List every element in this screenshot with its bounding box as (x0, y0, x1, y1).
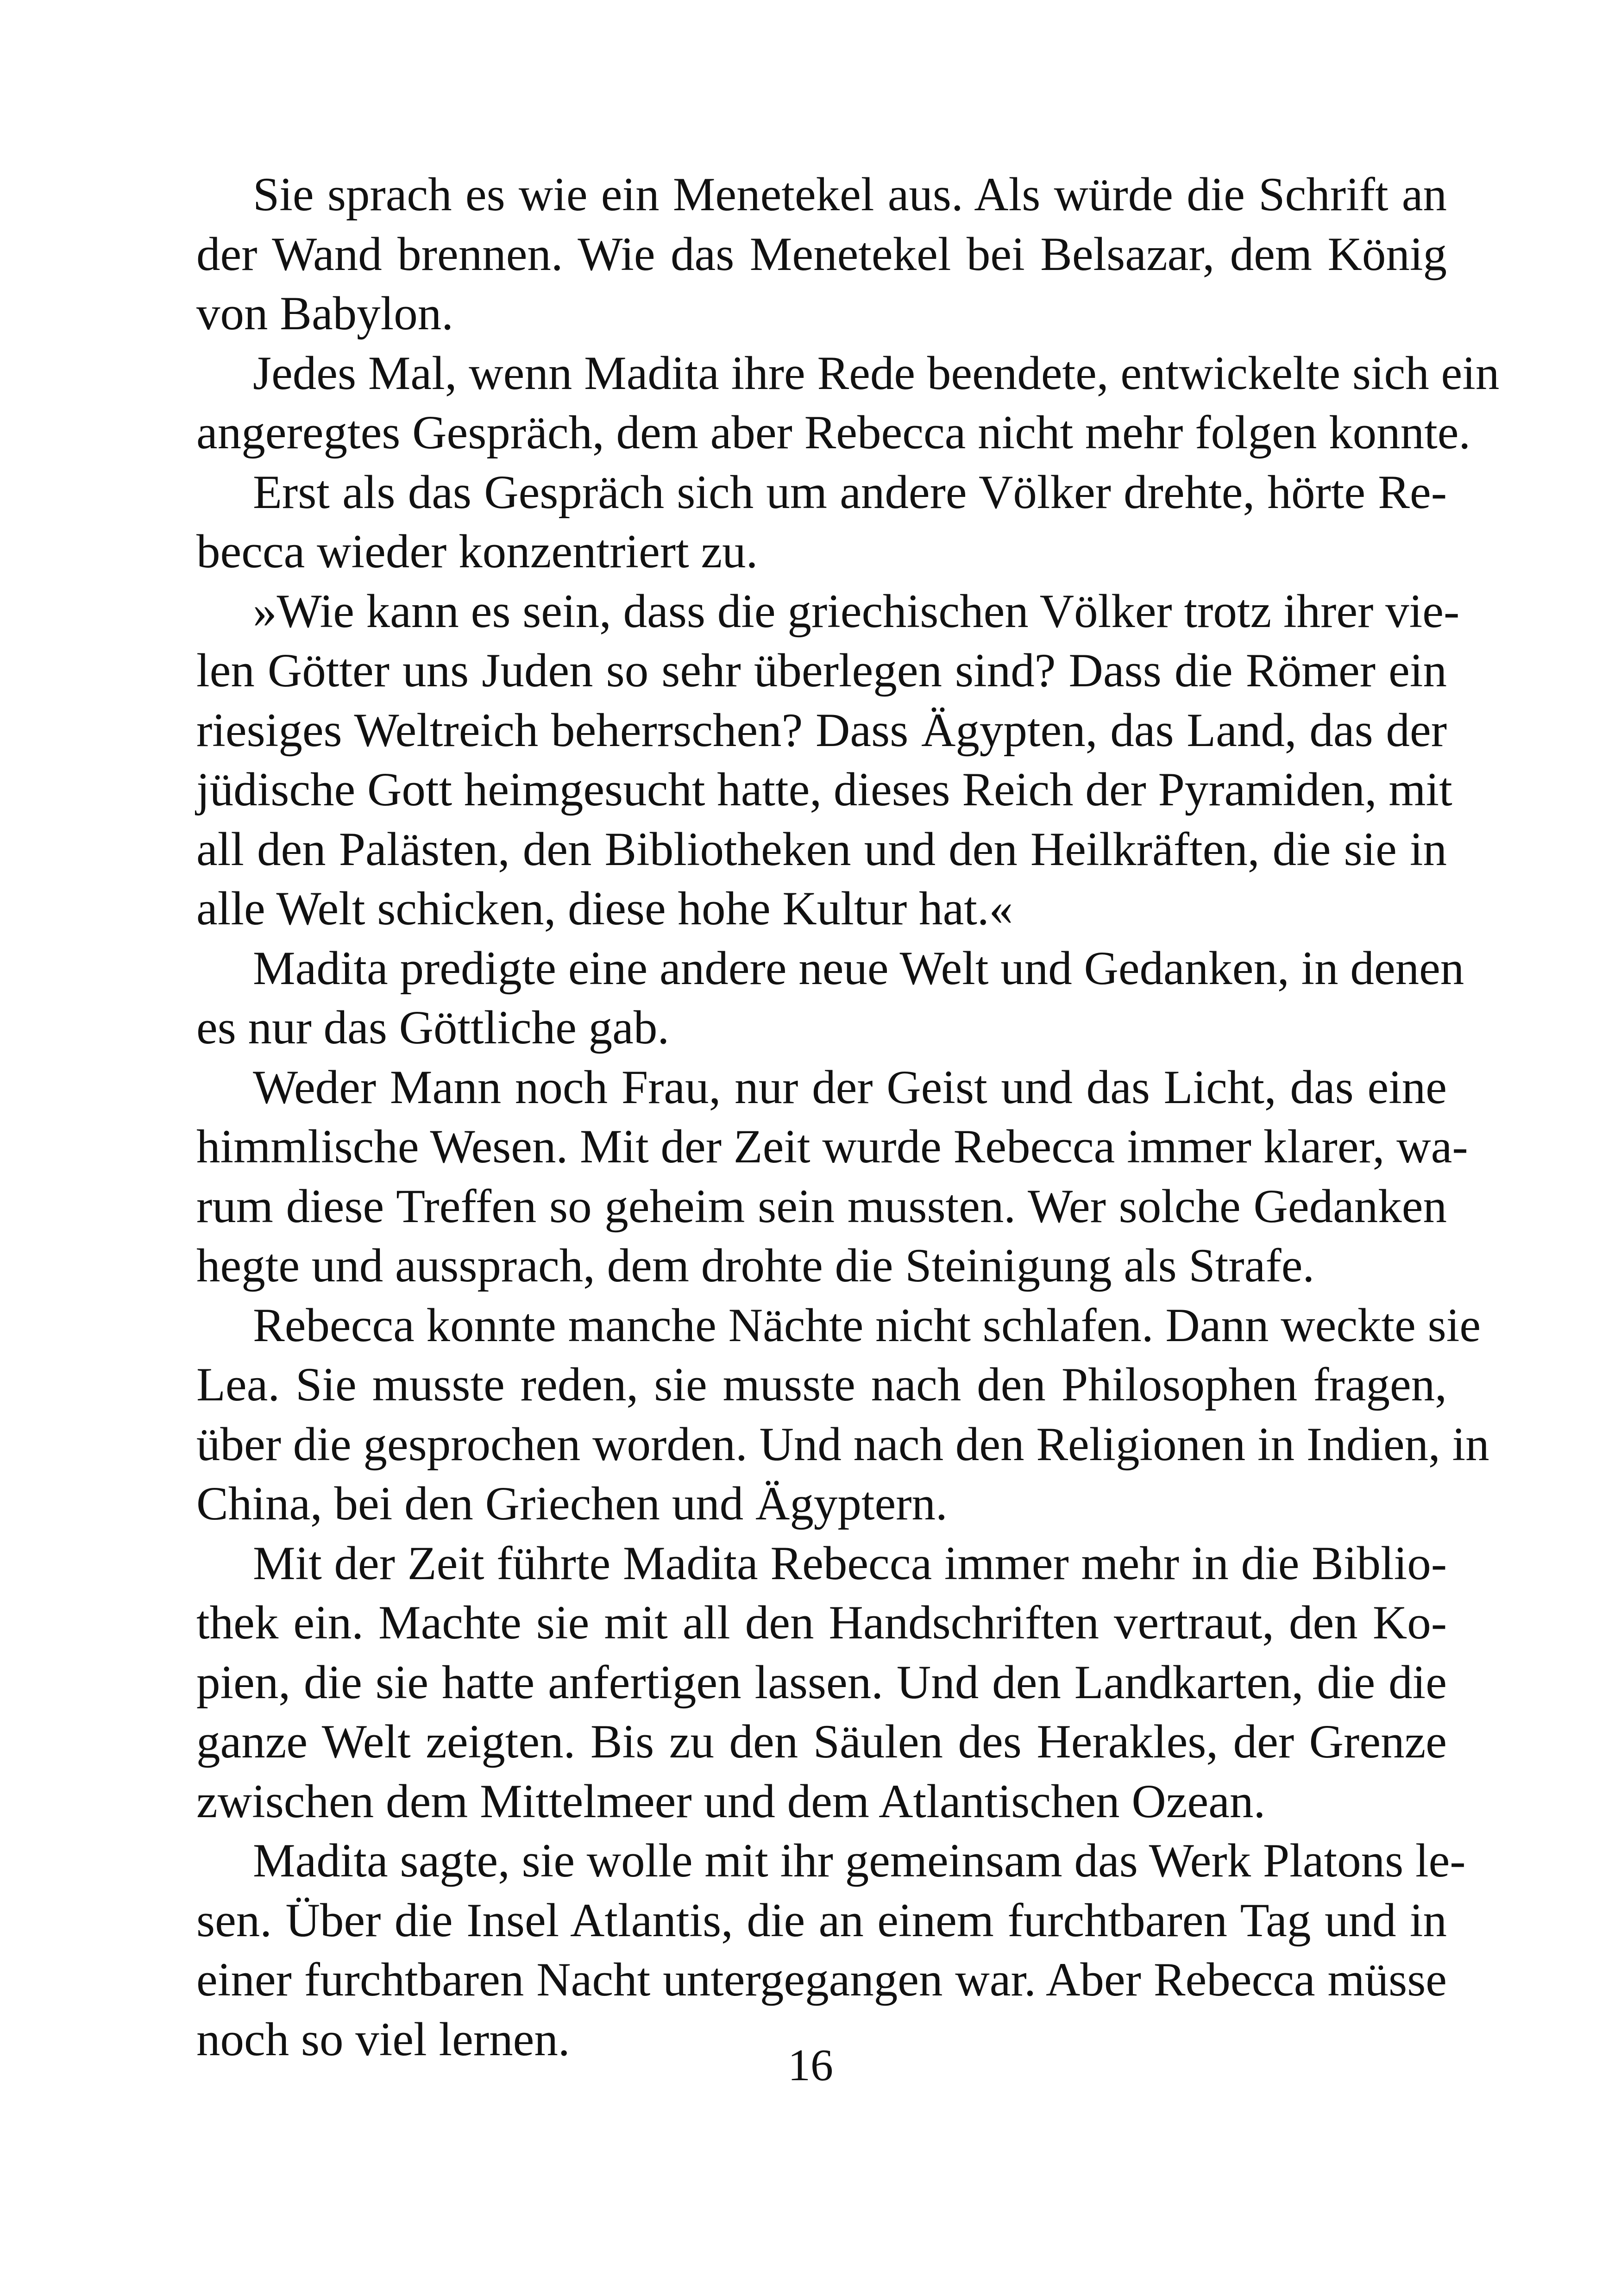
body-text (196, 165, 1500, 2069)
text-line: alle Welt schicken, diese hohe Kultur hat.« (196, 882, 1013, 935)
text-line: sen. Über die Insel Atlantis, die an einem furchtbaren Tag und in (196, 1894, 1447, 1947)
text-line: es nur das Göttliche gab. (196, 1001, 670, 1054)
text-line: himmlische Wesen. Mit der Zeit wurde Rebecca immer klarer, wa- (196, 1120, 1468, 1173)
text-line: len Götter uns Juden so sehr überlegen sind? Dass die Römer ein (196, 644, 1447, 697)
text-line: Erst als das Gespräch sich um andere Völker drehte, hörte Re- (253, 465, 1447, 519)
text-line: all den Palästen, den Bibliotheken und den Heilkräften, die sie in (196, 822, 1447, 876)
text-line: »Wie kann es sein, dass die griechischen Völker trotz ihrer vie- (253, 584, 1460, 638)
text-line: über die gesprochen worden. Und nach den Religionen in Indien, in (196, 1418, 1489, 1471)
text-line: einer furchtbaren Nacht untergegangen war. Aber Rebecca müsse (196, 1953, 1447, 2006)
text-line: pien, die sie hatte anfertigen lassen. Und den Landkarten, die die (196, 1656, 1447, 1709)
text-line: von Babylon. (196, 287, 454, 340)
text-line: Madita sagte, sie wolle mit ihr gemeinsam das Werk Platons le- (253, 1834, 1466, 1887)
text-line: Weder Mann noch Frau, nur der Geist und das Licht, das eine (253, 1060, 1447, 1114)
page-number: 16 (788, 2040, 833, 2090)
text-line: Jedes Mal, wenn Madita ihre Rede beendete, entwickelte sich ein (253, 346, 1500, 400)
text-line: Madita predigte eine andere neue Welt und Gedanken, in denen (253, 941, 1464, 995)
text-line: Lea. Sie musste reden, sie musste nach den Philosophen fragen, (196, 1358, 1447, 1411)
text-line: jüdische Gott heimgesucht hatte, dieses Reich der Pyramiden, mit (196, 763, 1452, 816)
text-line: angeregtes Gespräch, dem aber Rebecca nicht mehr folgen konnte. (196, 406, 1471, 459)
text-line: Mit der Zeit führte Madita Rebecca immer mehr in die Biblio- (253, 1537, 1447, 1590)
text-line: rum diese Treffen so geheim sein mussten. Wer solche Gedanken (196, 1179, 1447, 1233)
text-line: becca wieder konzentriert zu. (196, 525, 758, 578)
text-line: der Wand brennen. Wie das Menetekel bei Belsazar, dem König (196, 227, 1447, 281)
text-line: Sie sprach es wie ein Menetekel aus. Als würde die Schrift an (253, 168, 1447, 221)
text-line: riesiges Weltreich beherrschen? Dass Ägypten, das Land, das der (196, 703, 1447, 757)
text-line: ganze Welt zeigten. Bis zu den Säulen des Herakles, der Grenze (196, 1715, 1447, 1768)
text-line: thek ein. Machte sie mit all den Handschriften vertraut, den Ko- (196, 1596, 1447, 1649)
text-line: Rebecca konnte manche Nächte nicht schlafen. Dann weckte sie (253, 1299, 1481, 1352)
text-line: China, bei den Griechen und Ägyptern. (196, 1477, 948, 1530)
text-line: hegte und aussprach, dem drohte die Steinigung als Strafe. (196, 1239, 1315, 1292)
text-line: noch so viel lernen. (196, 2013, 570, 2066)
text-line: zwischen dem Mittelmeer und dem Atlantischen Ozean. (196, 1775, 1266, 1828)
